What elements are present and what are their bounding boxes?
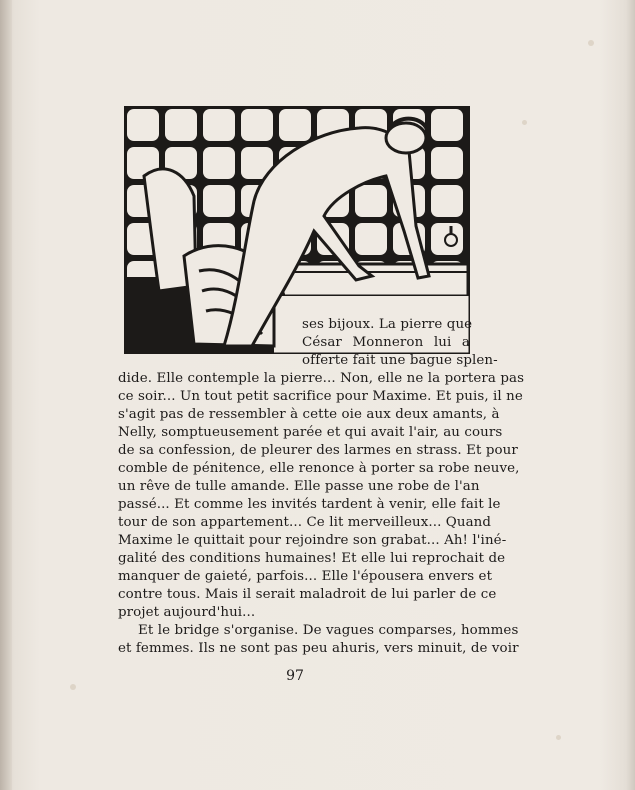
- text-line: un rêve de tulle amande. Elle passe une robe de l'an: [118, 479, 480, 494]
- text-line: Et le bridge s'organise. De vagues comparses, hommes: [138, 623, 519, 638]
- text-line: de sa confession, de pleurer des larmes en strass. Et pour: [118, 443, 518, 458]
- page-gutter: [0, 0, 12, 790]
- text-line: contre tous. Mais il serait maladroit de lui parler de ce: [118, 587, 497, 602]
- text-line: tour de son appartement... Ce lit merveilleux... Quand: [118, 515, 492, 530]
- foxing-spot: [70, 684, 76, 690]
- text-line: ses bijoux. La pierre que: [302, 317, 473, 332]
- text-line: s'agit pas de ressembler à cette oie aux deux amants, à: [118, 407, 500, 422]
- text-line: comble de pénitence, elle renonce à porter sa robe neuve,: [118, 461, 520, 476]
- foxing-spot: [588, 40, 594, 46]
- text-line: et femmes. Ils ne sont pas peu ahuris, vers minuit, de voir: [118, 641, 519, 656]
- text-line: ce soir... Un tout petit sacrifice pour Maxime. Et puis, il ne: [118, 389, 523, 404]
- foxing-spot: [556, 735, 561, 740]
- text-line: projet aujourd'hui...: [118, 605, 256, 620]
- text-line: offerte fait une bague splen-: [302, 353, 498, 368]
- text-line: Nelly, somptueusement parée et qui avait l'air, au cours: [118, 425, 503, 440]
- text-line: passé... Et comme les invités tardent à venir, elle fait le: [118, 497, 501, 512]
- text-line: Maxime le quittait pour rejoindre son grabat... Ah! l'iné-: [118, 533, 507, 548]
- foxing-spot: [522, 120, 527, 125]
- text-line: César Monneron lui a: [302, 335, 470, 350]
- page-number: 97: [286, 668, 304, 684]
- text-line: galité des conditions humaines! Et elle lui reprochait de: [118, 551, 506, 566]
- text-line: dide. Elle contemple la pierre... Non, elle ne la portera pas: [118, 371, 525, 386]
- text-line: manquer de gaieté, parfois... Elle l'épousera envers et: [118, 569, 493, 584]
